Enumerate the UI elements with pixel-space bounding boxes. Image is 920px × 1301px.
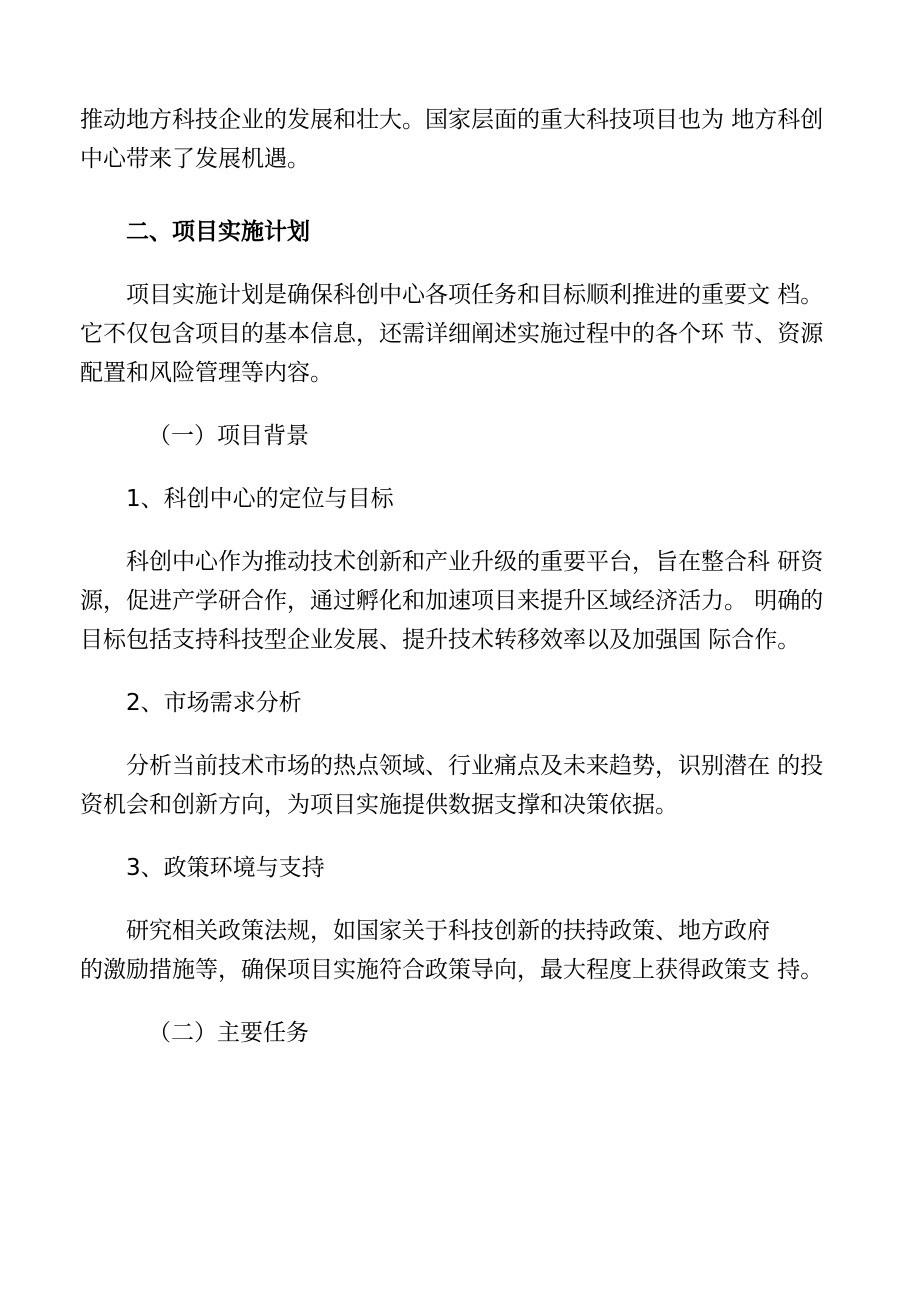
- text-line: 的激励措施等，确保项目实施符合政策导向，最大程度上获得政策支 持。: [80, 957, 824, 983]
- paragraph-positioning: [80, 546, 840, 657]
- subsection-heading: [80, 1017, 840, 1050]
- text-line: 配置和风险管理等内容。: [80, 360, 333, 386]
- item-heading: [80, 687, 840, 720]
- text-line: 研究相关政策法规，如国家关于科技创新的扶持政策、地方政府: [126, 918, 770, 944]
- section-heading: [80, 216, 840, 249]
- paragraph-market: [80, 750, 840, 822]
- paragraph-intro: [80, 104, 840, 176]
- text-line: 3、政策环境与支持: [126, 855, 325, 881]
- text-line: 它不仅包含项目的基本信息，还需详细阐述实施过程中的各个环 节、资源: [80, 321, 824, 347]
- text-line: （一）项目背景: [148, 423, 309, 449]
- text-line: 目标包括支持科技型企业发展、提升技术转移效率以及加强国 际合作。: [80, 627, 801, 653]
- text-line: 推动地方科技企业的发展和壮大。国家层面的重大科技项目也为 地方科创: [80, 107, 824, 133]
- text-line: 分析当前技术市场的热点领域、行业痛点及未来趋势，识别潜在 的投: [126, 753, 824, 779]
- text-line: 源，促进产学研合作，通过孵化和加速项目来提升区域经济活力。 明确的: [80, 588, 824, 614]
- text-line: 二、项目实施计划: [126, 219, 310, 245]
- text-line: 中心带来了发展机遇。: [80, 146, 310, 172]
- item-heading: [80, 852, 840, 885]
- text-line: 2、市场需求分析: [126, 690, 302, 716]
- text-line: （二）主要任务: [148, 1020, 309, 1046]
- text-line: 资机会和创新方向，为项目实施提供数据支撑和决策依据。: [80, 792, 678, 818]
- paragraph-policy: [80, 915, 840, 987]
- paragraph-plan: [80, 279, 840, 390]
- subsection-heading: [80, 420, 840, 453]
- item-heading: [80, 483, 840, 516]
- text-line: 科创中心作为推动技术创新和产业升级的重要平台，旨在整合科 研资: [126, 549, 824, 575]
- text-line: 1、科创中心的定位与目标: [126, 486, 394, 512]
- text-line: 项目实施计划是确保科创中心各项任务和目标顺利推进的重要文 档。: [126, 282, 824, 308]
